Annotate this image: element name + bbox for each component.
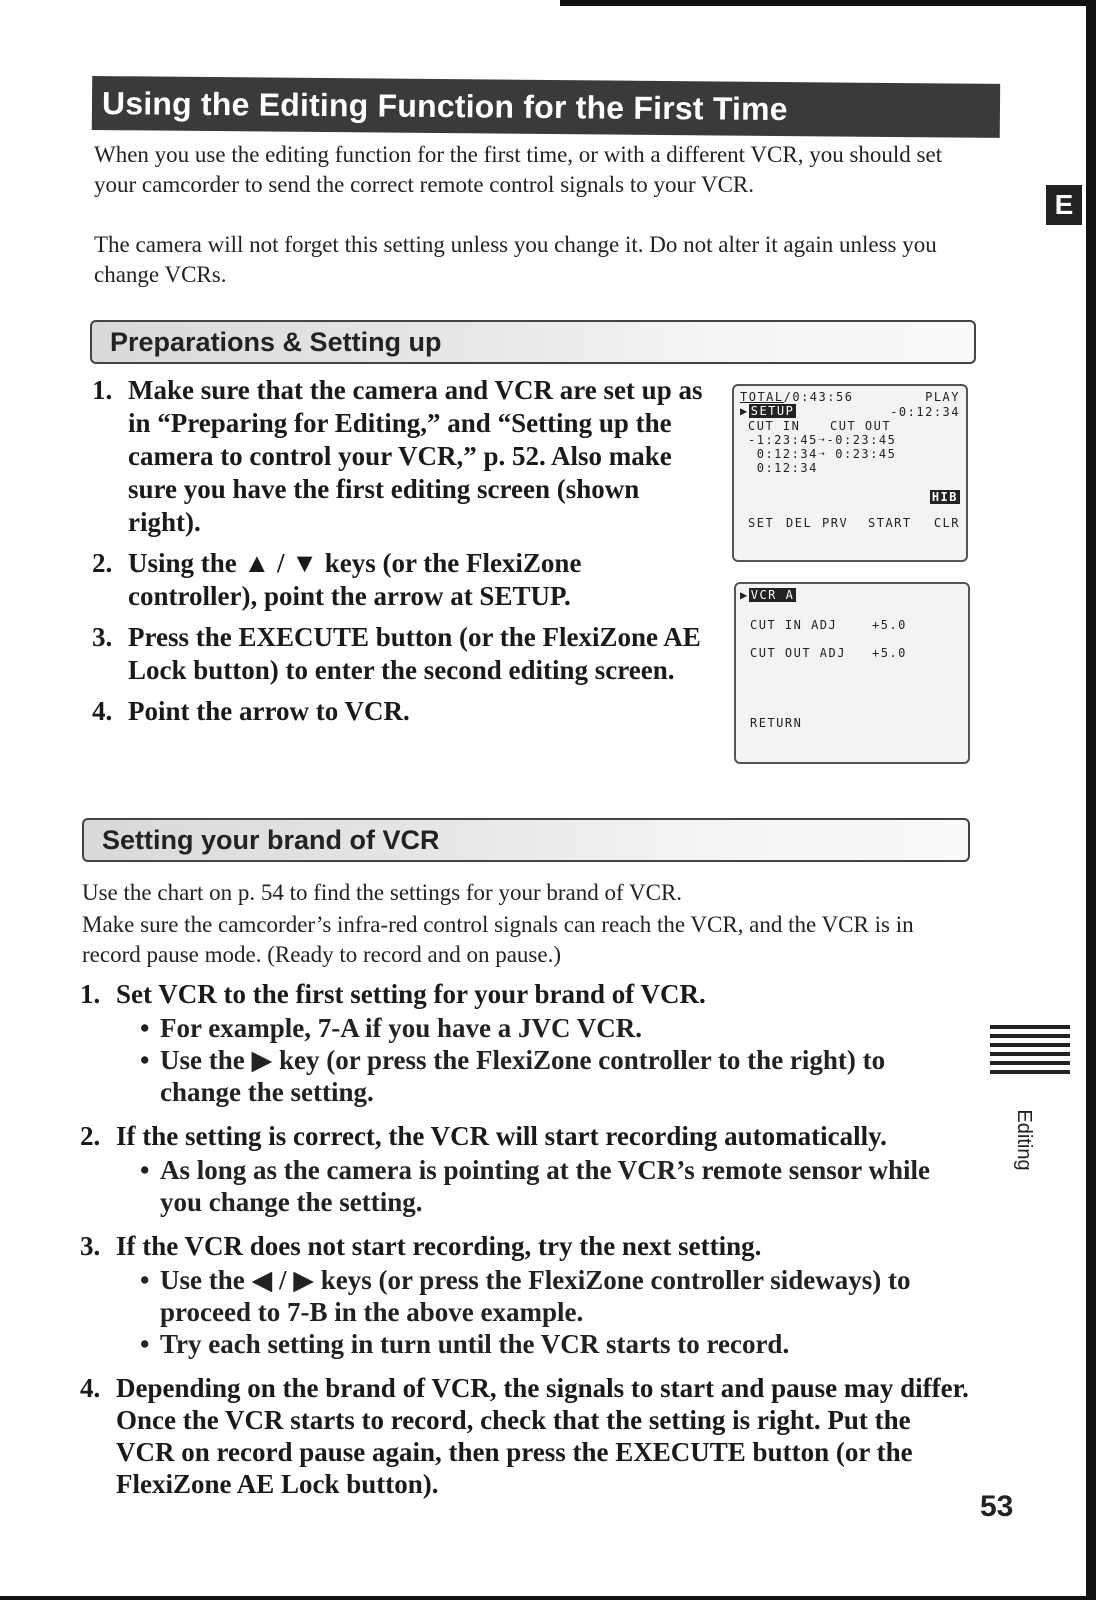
brand-step-1: 1. Set VCR to the first setting for your brand of VCR. • For example, 7-A if you have a JVC VCR. • Use the ▶ key (or press the FlexiZone controller to the right) to change the setting. (80, 978, 970, 1108)
menu-start: START (868, 516, 912, 530)
cut-out-heading: CUT OUT (830, 419, 892, 433)
brand-step-1-bullets (116, 1012, 970, 1108)
brand-step-text: Set VCR to the first setting for your brand of VCR. (116, 979, 706, 1009)
brand-step-2-bullets (116, 1154, 970, 1218)
cut-in-adj-label: CUT IN ADJ (750, 618, 838, 632)
brand-step-text: If the setting is correct, the VCR will start recording automatically. (116, 1121, 887, 1151)
prep-step-1: 1. Make sure that the camera and VCR are set up as in “Preparing for Editing,” and “Setting up the camera to control your VCR,” p. 52. Also make sure you have the first editing screen (shown right). (92, 375, 703, 537)
brand-step-3-bullets (116, 1264, 970, 1360)
cut-in-adj-value: +5.0 (872, 618, 907, 632)
page-title: Using the Editing Function for the First Time (92, 76, 1000, 138)
vcr-brand-paragraph-1: Use the chart on p. 54 to find the settings for your brand of VCR. (82, 880, 683, 905)
bullet-item: • Try each setting in turn until the VCR starts to record. (140, 1328, 970, 1360)
prep-step-2: 2. Using the ▲ / ▼ keys (or the FlexiZone controller), point the arrow at SETUP. (92, 548, 582, 611)
cut-row-2: 0:12:34➝ 0:23:45 (748, 447, 897, 461)
setup-tag: SETUP (750, 404, 795, 418)
bullet-item: • Use the ◀ / ▶ keys (or press the FlexiZone controller sideways) to proceed to 7-B in the above example. (140, 1264, 970, 1328)
prep-step-4: 4. Point the arrow to VCR. (92, 696, 410, 726)
cut-row-1: -1:23:45➝-0:23:45 (748, 433, 897, 447)
prep-step-text: Using the ▲ / ▼ keys (or the FlexiZone controller), point the arrow at SETUP. (128, 548, 582, 611)
second-editing-screen: ▶ VCR A CUT IN ADJ +5.0 CUT OUT ADJ +5.0 RETURN (734, 582, 970, 764)
bullet-item: • Use the ▶ key (or press the FlexiZone controller to the right) to change the setting. (140, 1044, 970, 1108)
brand-step-text: Depending on the brand of VCR, the signals to start and pause may differ. Once the VCR starts to record, check that the setting is right. Put the VCR on record pause again, then press the EXECUTE button (or the FlexiZone AE Lock button). (116, 1373, 969, 1499)
brand-step-text: If the VCR does not start recording, try the next setting. (116, 1231, 762, 1261)
prep-step-text: Point the arrow to VCR. (128, 696, 410, 726)
total-time: 0:43:56 (792, 390, 854, 404)
first-editing-screen: TOTAL/0:43:56 PLAY ▶ SETUP -0:12:34 CUT IN CUT OUT -1:23:45➝-0:23:45 0:12:34➝ 0:23:45 0:12:34 HIB SET DEL PRV START CLR (732, 384, 968, 562)
page-edge-bottom (0, 1596, 1096, 1600)
section-header-preparations: Preparations & Setting up (90, 320, 976, 364)
intro-paragraph-1: When you use the editing function for the first time, or with a different VCR, you should set your camcorder to send the correct remote control signals to your VCR. (94, 142, 943, 197)
vcr-brand-steps (80, 978, 970, 1500)
remaining-time: -0:12:34 (890, 405, 960, 419)
prep-step-3: 3. Press the EXECUTE button (or the FlexiZone AE Lock button) to enter the second editing screen. (92, 622, 701, 685)
menu-del: DEL (786, 516, 813, 530)
vcr-brand-paragraph-2: Make sure the camcorder’s infra-red control signals can reach the VCR, and the VCR is in record pause mode. (Ready to record and on pause.) (82, 912, 914, 967)
menu-set: SET (748, 516, 775, 530)
intro-paragraph-2: The camera will not forget this setting unless you change it. Do not alter it again unless you change VCRs. (94, 232, 937, 287)
cut-out-adj-label: CUT OUT ADJ (750, 646, 846, 660)
section-tab-label: Editing (1013, 1109, 1035, 1171)
brand-step-4: 4. Depending on the brand of VCR, the signals to start and pause may differ. Once the VCR starts to record, check that the setting is right. Put the VCR on record pause again, then press the EXECUTE button (or the FlexiZone AE Lock button). (80, 1373, 969, 1499)
page-edge-right (1086, 0, 1096, 1600)
brand-step-3: 3. If the VCR does not start recording, try the next setting. • Use the ◀ / ▶ keys (or press the FlexiZone controller sideways) to proceed to 7-B in the above example. • Try each setting in turn until the VCR starts to record. (80, 1230, 970, 1360)
cut-out-adj-value: +5.0 (872, 646, 907, 660)
menu-clr: CLR (933, 516, 960, 530)
return-option: RETURN (750, 716, 803, 730)
brand-step-2: 2. If the setting is correct, the VCR will start recording automatically. • As long as the camera is pointing at the VCR’s remote sensor while you change the setting. (80, 1120, 970, 1218)
prep-step-text: Press the EXECUTE button (or the FlexiZone AE Lock button) to enter the second editing screen. (128, 622, 701, 685)
play-indicator: PLAY (925, 390, 960, 404)
page-number: 53 (980, 1490, 1014, 1523)
prep-step-text: Make sure that the camera and VCR are set up as in “Preparing for Editing,” and “Setting up the camera to control your VCR,” p. 52. Also make sure you have the first editing screen (shown right). (128, 375, 703, 537)
menu-prv: PRV (822, 516, 849, 530)
total-label: TOTAL (740, 390, 784, 404)
bullet-item: • As long as the camera is pointing at the VCR’s remote sensor while you change the setting. (140, 1154, 970, 1218)
preparation-steps (92, 374, 712, 736)
vcr-tag: VCR A (750, 588, 795, 602)
section-header-vcr-brand: Setting your brand of VCR (82, 818, 970, 862)
language-tab: E (1046, 185, 1082, 225)
cut-in-heading: CUT IN (748, 419, 801, 433)
bullet-item: • For example, 7-A if you have a JVC VCR. (140, 1012, 970, 1044)
hib-indicator: HIB (931, 490, 958, 504)
page-edge-top (560, 0, 1096, 6)
section-tab-stripes (990, 1025, 1070, 1079)
cut-row-3: 0:12:34 (748, 461, 818, 475)
